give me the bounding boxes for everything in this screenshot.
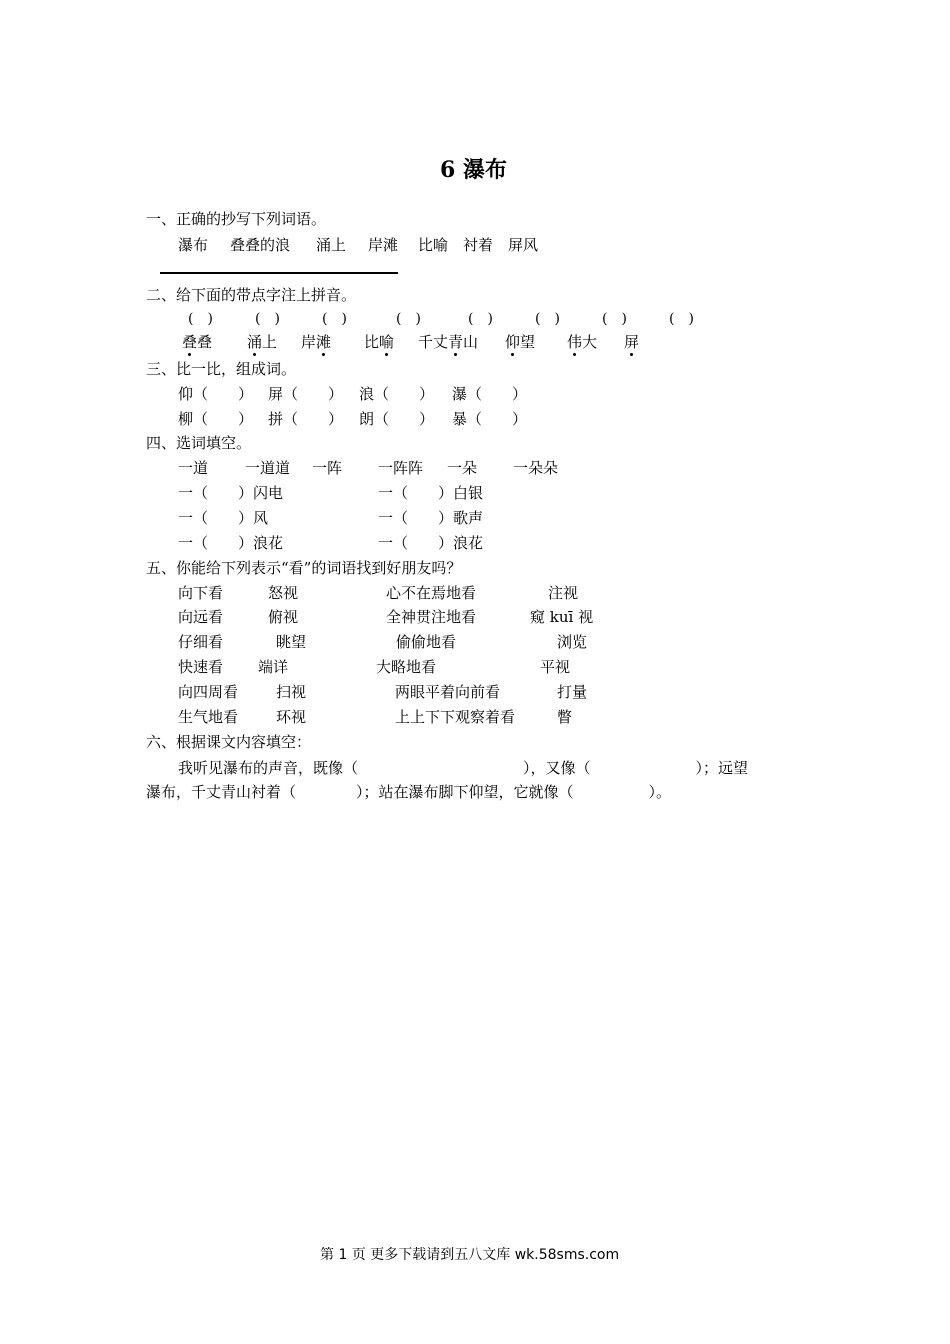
q2-word: 仰望 <box>505 333 536 351</box>
q3-heading: 三、比一比，组成词。 <box>146 360 297 378</box>
q3-item: 屏（ ） <box>268 385 344 403</box>
q1-word: 瀑布 <box>178 236 209 254</box>
q3-item: 浪（ ） <box>359 385 435 403</box>
q5-cell: 浏览 <box>557 633 588 651</box>
pinyin-paren: ( ) <box>255 311 280 327</box>
q1-word: 叠叠的浪 <box>230 236 291 254</box>
q3-item: 朗（ ） <box>359 410 435 428</box>
q4-blank: 一（ ）歌声 <box>378 509 484 527</box>
q3-item: 仰（ ） <box>178 385 254 403</box>
q6-line: 我听见瀑布的声音，既像（ ），又像（ ）；远望 <box>178 759 749 777</box>
q5-cell: 扫视 <box>276 683 307 701</box>
q5-cell: 注视 <box>548 584 579 602</box>
answer-line <box>160 272 398 274</box>
q6-line: 瀑布，千丈青山衬着（ ）；站在瀑布脚下仰望，它就像（ ）。 <box>146 783 672 801</box>
q4-option: 一朵 <box>447 459 478 477</box>
q2-word: 叠叠 <box>182 333 213 351</box>
q3-item: 瀑（ ） <box>452 385 528 403</box>
q1-word: 比喻 <box>418 236 449 254</box>
page-title: 6 瀑布 <box>440 157 507 183</box>
q4-option: 一道 <box>178 459 209 477</box>
q2-word: 比喻 <box>364 333 395 351</box>
q5-cell: 窥 kuī 视 <box>530 608 594 626</box>
q4-blank: 一（ ）闪电 <box>178 484 284 502</box>
q1-word: 岸滩 <box>368 236 399 254</box>
q5-cell: 向四周看 <box>178 683 239 701</box>
pinyin-paren: ( ) <box>468 311 493 327</box>
q3-item: 拼（ ） <box>268 410 344 428</box>
pinyin-paren: ( ) <box>396 311 421 327</box>
q5-cell: 向远看 <box>178 608 224 626</box>
q5-cell: 瞥 <box>557 708 573 726</box>
q5-cell: 偷偷地看 <box>396 633 457 651</box>
q5-cell: 俯视 <box>268 608 299 626</box>
q5-cell: 大略地看 <box>376 658 437 676</box>
q5-cell: 眺望 <box>276 633 307 651</box>
q5-cell: 上上下下观察着看 <box>395 708 516 726</box>
q1-word: 屏风 <box>508 236 539 254</box>
q4-option: 一阵 <box>312 459 343 477</box>
q3-item: 暴（ ） <box>452 410 528 428</box>
q2-word: 屏 <box>624 333 640 351</box>
q2-word: 岸滩 <box>301 333 332 351</box>
q5-cell: 心不在焉地看 <box>386 584 477 602</box>
q1-word: 涌上 <box>316 236 347 254</box>
pinyin-paren: ( ) <box>669 311 694 327</box>
q2-word: 千丈青山 <box>418 333 479 351</box>
q2-word: 伟大 <box>567 333 598 351</box>
pinyin-paren: ( ) <box>322 311 347 327</box>
q4-heading: 四、选词填空。 <box>146 434 252 452</box>
q2-word: 涌上 <box>247 333 278 351</box>
q5-cell: 环视 <box>276 708 307 726</box>
pinyin-paren: ( ) <box>535 311 560 327</box>
q5-cell: 打量 <box>557 683 588 701</box>
pinyin-paren: ( ) <box>188 311 213 327</box>
q5-cell: 端详 <box>258 658 289 676</box>
q4-blank: 一（ ）浪花 <box>378 534 484 552</box>
q4-option: 一阵阵 <box>378 459 424 477</box>
q5-cell: 全神贯注地看 <box>386 608 477 626</box>
q4-option: 一朵朵 <box>513 459 559 477</box>
q2-heading: 二、给下面的带点字注上拼音。 <box>146 286 357 304</box>
q5-heading: 五、你能给下列表示“看”的词语找到好朋友吗？ <box>146 559 462 577</box>
q4-option: 一道道 <box>245 459 291 477</box>
q6-heading: 六、根据课文内容填空： <box>146 733 312 751</box>
q5-cell: 怒视 <box>268 584 299 602</box>
q1-heading: 一、正确的抄写下列词语。 <box>146 210 327 228</box>
q5-cell: 生气地看 <box>178 708 239 726</box>
pinyin-paren: ( ) <box>602 311 627 327</box>
q5-cell: 向下看 <box>178 584 224 602</box>
q5-cell: 两眼平着向前看 <box>395 683 501 701</box>
q4-blank: 一（ ）白银 <box>378 484 484 502</box>
q3-item: 柳（ ） <box>178 410 254 428</box>
q5-cell: 平视 <box>540 658 571 676</box>
page-footer: 第 1 页 更多下载请到五八文库 wk.58sms.com <box>320 1247 620 1263</box>
q1-word: 衬着 <box>463 236 494 254</box>
q5-cell: 仔细看 <box>178 633 224 651</box>
q4-blank: 一（ ）风 <box>178 509 269 527</box>
q5-cell: 快速看 <box>178 658 224 676</box>
q4-blank: 一（ ）浪花 <box>178 534 284 552</box>
